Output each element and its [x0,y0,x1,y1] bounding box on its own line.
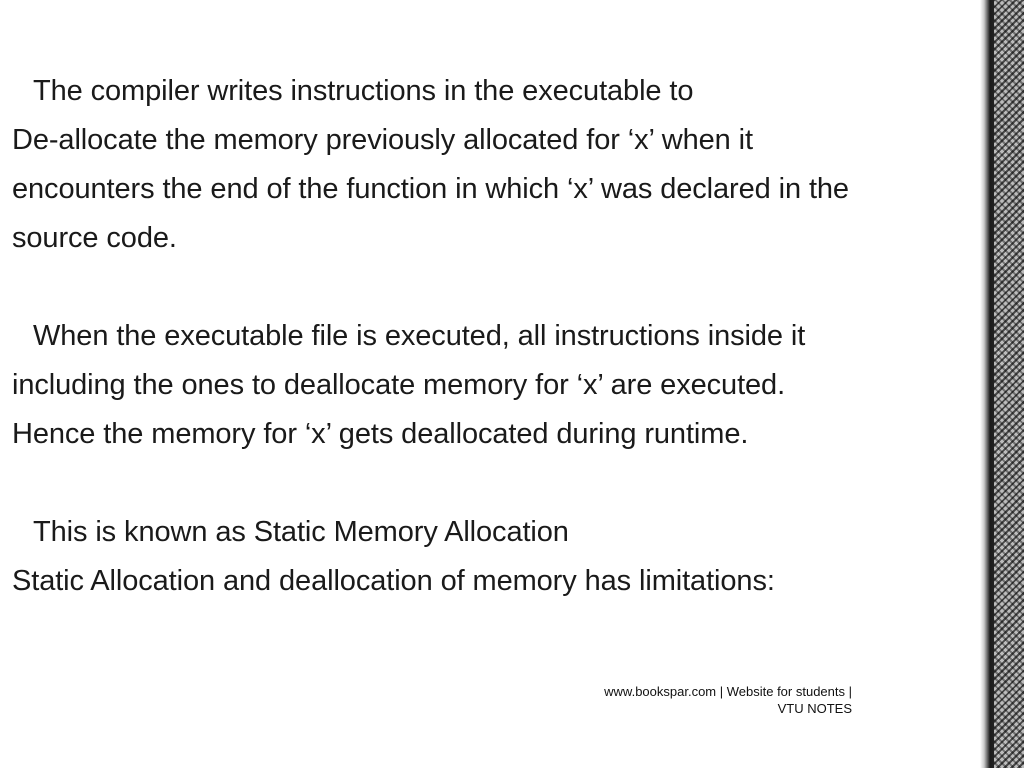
paragraph-1-line-4: source code. [12,222,177,254]
paragraph-spacer [12,459,1012,508]
paragraph-3-line-1: This is known as Static Memory Allocation [33,516,569,548]
decorative-side-border [980,0,1024,768]
slide-body [12,67,1012,606]
paragraph-2-line-2: including the ones to deallocate memory for ‘x’ are executed. [12,369,786,401]
paragraph-1-line-1: The compiler writes instructions in the executable to [33,75,694,107]
paragraph-3-line-2: Static Allocation and deallocation of memory has limitations: [12,565,775,597]
footer-website-text: www.bookspar.com | Website for students | [604,684,852,699]
paragraph-2-line-3: Hence the memory for ‘x’ gets deallocated during runtime. [12,418,749,450]
footer-notes-text: VTU NOTES [777,701,852,716]
paragraph-1-line-3: encounters the end of the function in which ‘x’ was declared in the [12,173,849,205]
paragraph-1-line-2: De-allocate the memory previously allocated for ‘x’ when it [12,124,753,156]
paragraph-spacer [12,263,1012,312]
paragraph-2-line-1: When the executable file is executed, all instructions inside it [33,320,806,352]
slide-footer [604,683,852,717]
